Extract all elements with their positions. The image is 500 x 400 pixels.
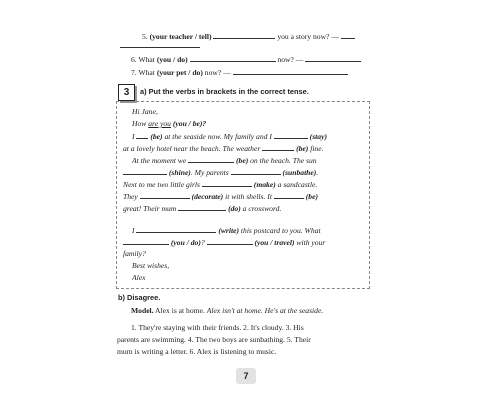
answer-blank[interactable] bbox=[274, 191, 304, 199]
answer-blank[interactable] bbox=[305, 54, 361, 62]
answer-blank[interactable] bbox=[202, 179, 252, 187]
answer-blank[interactable] bbox=[188, 155, 234, 163]
answer-blank[interactable] bbox=[274, 131, 308, 139]
answer-blank[interactable] bbox=[262, 143, 294, 151]
answer-blank[interactable] bbox=[231, 167, 281, 175]
item-6: 6. What (you / do) now? — bbox=[131, 54, 361, 65]
letter-line: (shine). My parents (sunbathe). bbox=[123, 167, 318, 178]
item-7: 7. What (your pet / do) now? — bbox=[131, 67, 348, 78]
letter-line: great! Their mum (do) a crossword. bbox=[123, 204, 282, 213]
letter-line: How are you (you / be)? bbox=[132, 119, 207, 128]
answer-blank[interactable] bbox=[136, 225, 216, 233]
answer-blank[interactable] bbox=[123, 167, 167, 175]
part-b-heading: b) Disagree. bbox=[118, 293, 161, 302]
letter-line: Best wishes, bbox=[132, 261, 170, 270]
answer-blank[interactable] bbox=[123, 237, 169, 245]
example-answer: are you bbox=[148, 119, 171, 128]
letter-line: Alex bbox=[132, 273, 146, 282]
letter-line: Next to me two little girls (make) a sandcastle. bbox=[123, 180, 318, 189]
answer-blank[interactable] bbox=[140, 191, 190, 199]
answer-blank[interactable] bbox=[178, 203, 226, 211]
item-5: 5. (your teacher / tell) you a story now? — bbox=[142, 31, 355, 42]
answer-blank[interactable] bbox=[120, 40, 200, 48]
letter-line: At the moment we (be) on the beach. The sun bbox=[132, 156, 317, 165]
part-b-body-line: mum is writing a letter. 6. Alex is listening to music. bbox=[117, 347, 277, 356]
letter-line: at a lovely hotel near the beach. The weather (be) fine. bbox=[123, 144, 324, 153]
model-line: Model. Alex is at home. Alex isn't at home. He's at the seaside. bbox=[131, 306, 324, 315]
answer-blank[interactable] bbox=[213, 31, 275, 39]
page-number: 7 bbox=[236, 368, 256, 384]
answer-blank[interactable] bbox=[207, 237, 253, 245]
exercise-instruction: a) Put the verbs in brackets in the correct tense. bbox=[140, 87, 309, 96]
answer-blank[interactable] bbox=[136, 131, 148, 139]
answer-blank[interactable] bbox=[341, 31, 355, 39]
letter-line: Hi Jane, bbox=[132, 107, 158, 116]
item-5-continuation bbox=[120, 40, 200, 51]
letter-line: family? bbox=[123, 249, 146, 258]
answer-blank[interactable] bbox=[190, 54, 276, 62]
letter-line: I (write) this postcard to you. What bbox=[132, 226, 321, 235]
letter-line: I (be) at the seaside now. My family and I (stay) bbox=[132, 132, 327, 141]
part-b-body-line: 1. They're staying with their friends. 2. It's cloudy. 3. His bbox=[131, 323, 304, 332]
answer-blank[interactable] bbox=[233, 67, 348, 75]
exercise-number-badge: 3 bbox=[118, 84, 135, 101]
letter-line: They (decorate) it with shells. It (be) bbox=[123, 192, 318, 201]
letter-line: (you / do)? (you / travel) with your bbox=[123, 237, 325, 248]
part-b-body-line: parents are swimming. 4. The two boys are sunbathing. 5. Their bbox=[117, 335, 311, 344]
